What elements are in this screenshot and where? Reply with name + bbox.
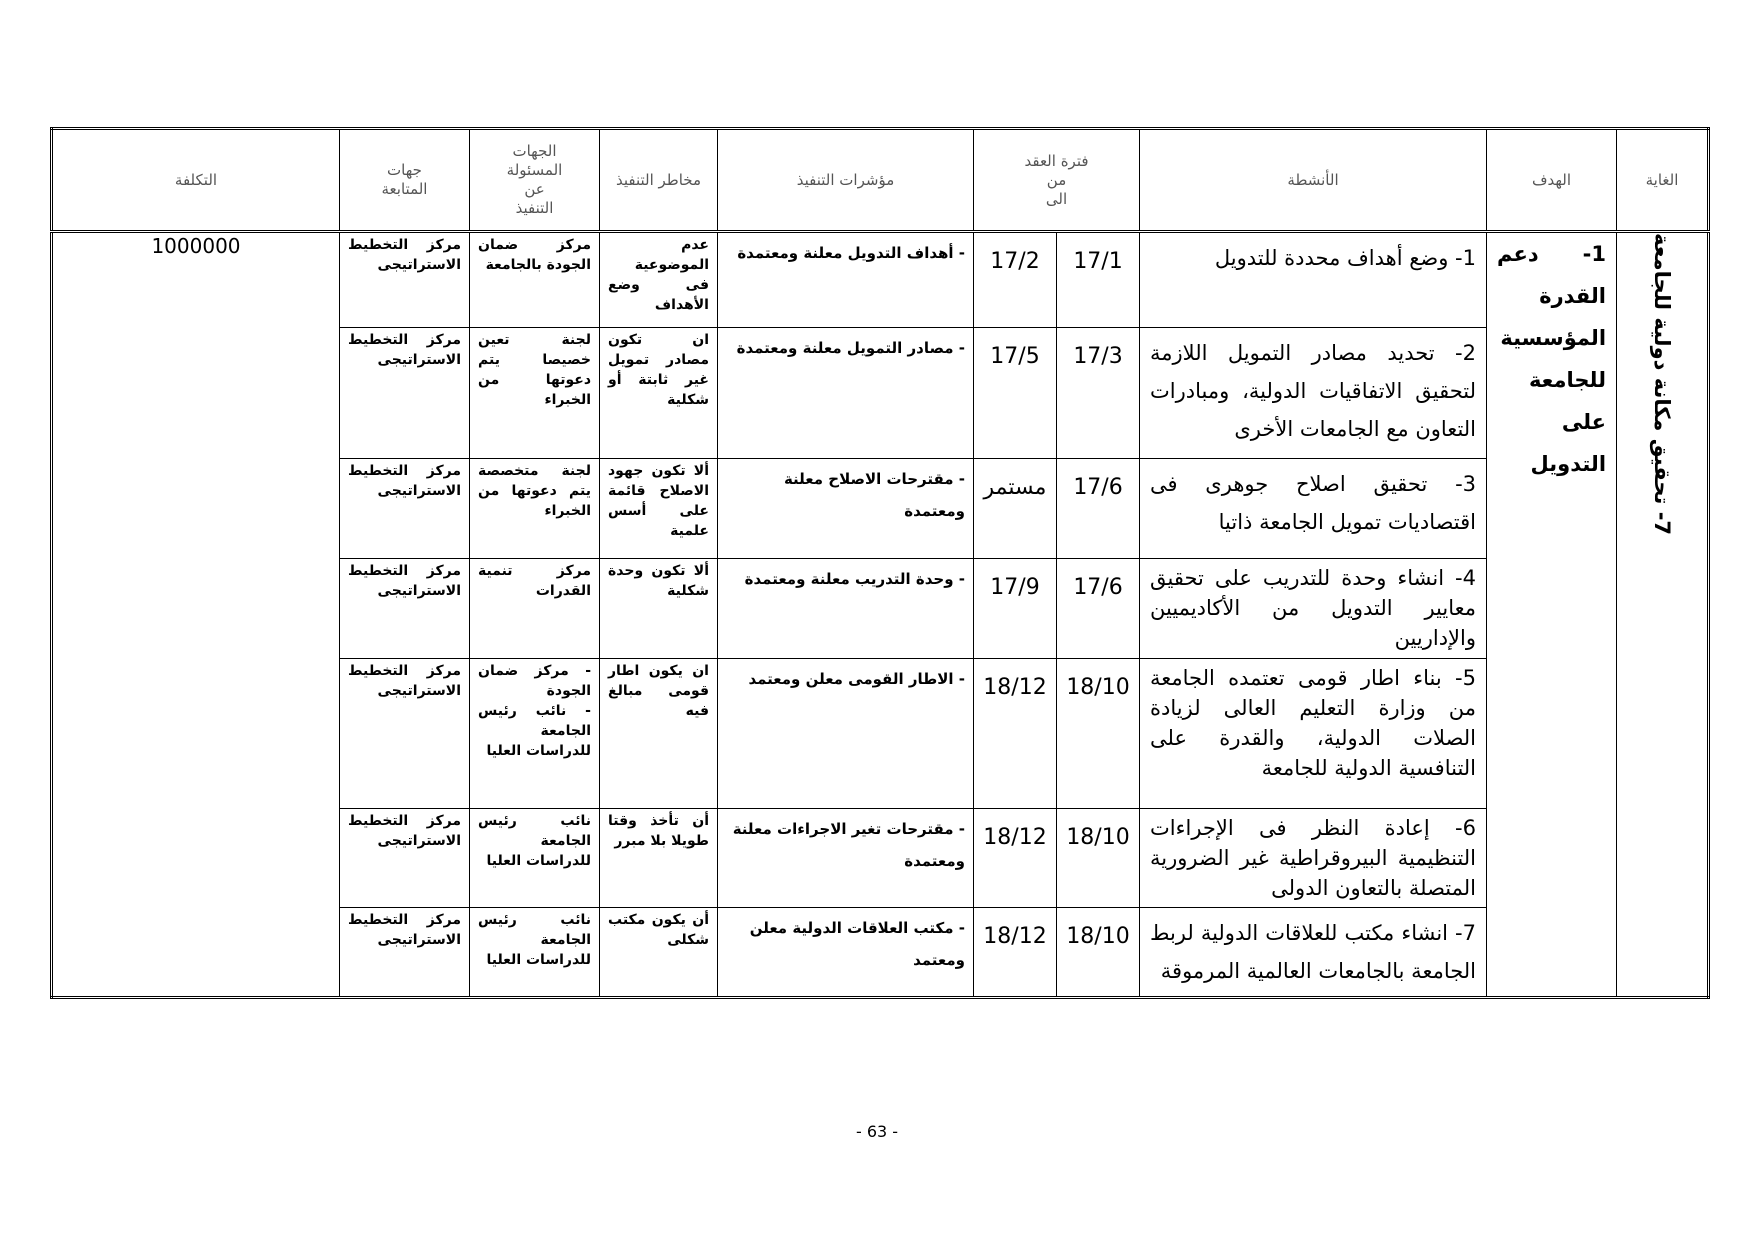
plan-table <box>50 127 1710 999</box>
activity-cell: 7- انشاء مكتب للعلاقات الدولية لربط الجامعة بالجامعات العالمية المرموقة <box>1140 908 1487 998</box>
period-to-cell: 17/9 <box>974 559 1057 659</box>
responsible-cell: نائب رئيس الجامعة للدراسات العليا <box>470 809 600 908</box>
responsible-cell <box>470 659 600 809</box>
period-from-cell: 17/6 <box>1057 459 1140 559</box>
risk-cell: ان تكون مصادر تمويل غير ثابتة أو شكلية <box>600 328 718 459</box>
responsible-line: - مركز ضمان الجودة <box>478 663 591 699</box>
period-to-cell: مستمر <box>974 459 1057 559</box>
followup-cell: مركز التخطيط الاستراتيجى <box>340 908 470 998</box>
period-from-cell: 17/1 <box>1057 232 1140 328</box>
indicator-cell: - مكتب العلاقات الدولية معلن ومعتمد <box>718 908 974 998</box>
period-from-cell: 18/10 <box>1057 659 1140 809</box>
header-risks: مخاطر التنفيذ <box>600 129 718 232</box>
activity-cell: 6- إعادة النظر فى الإجراءات التنظيمية البيروقراطية غير الضرورية المتصلة بالتعاون الدولى <box>1140 809 1487 908</box>
responsible-line: - نائب رئيس الجامعة للدراسات العليا <box>478 703 591 759</box>
header-indicators: مؤشرات التنفيذ <box>718 129 974 232</box>
period-from-cell: 18/10 <box>1057 809 1140 908</box>
activity-cell: 5- بناء اطار قومى تعتمده الجامعة من وزارة التعليم العالى لزيادة الصلات الدولية، والقدرة على التنافسية الدولية للجامعة <box>1140 659 1487 809</box>
header-responsible: الجهات المسئولة عن التنفيذ <box>470 129 600 232</box>
period-from-cell: 17/3 <box>1057 328 1140 459</box>
followup-cell: مركز التخطيط الاستراتيجى <box>340 659 470 809</box>
responsible-cell: لجنة متخصصة يتم دعوتها من الخبراء <box>470 459 600 559</box>
followup-cell: مركز التخطيط الاستراتيجى <box>340 559 470 659</box>
followup-cell: مركز التخطيط الاستراتيجى <box>340 459 470 559</box>
page-number: - 63 - <box>855 1122 899 1141</box>
risk-cell: عدم الموضوعية فى وضع الأهداف <box>600 232 718 328</box>
header-row <box>52 129 1709 232</box>
objective-cell: 1- دعم القدرة المؤسسية للجامعة على التدويل <box>1487 232 1617 998</box>
period-to-cell: 18/12 <box>974 908 1057 998</box>
period-to-cell: 17/5 <box>974 328 1057 459</box>
risk-cell: ألا تكون وحدة شكلية <box>600 559 718 659</box>
activity-cell: 2- تحديد مصادر التمويل اللازمة لتحقيق الاتفاقيات الدولية، ومبادرات التعاون مع الجامعات الأخرى <box>1140 328 1487 459</box>
cost-cell: 1000000 <box>52 232 340 998</box>
followup-cell: مركز التخطيط الاستراتيجى <box>340 809 470 908</box>
header-cost: التكلفة <box>52 129 340 232</box>
header-period: فترة العقد من الى <box>974 129 1140 232</box>
period-to-cell: 18/12 <box>974 809 1057 908</box>
indicator-cell: - الاطار القومى معلن ومعتمد <box>718 659 974 809</box>
activity-cell: 3- تحقيق اصلاح جوهرى فى اقتصاديات تمويل الجامعة ذاتيا <box>1140 459 1487 559</box>
indicator-cell: - وحدة التدريب معلنة ومعتمدة <box>718 559 974 659</box>
risk-cell: أن يكون مكتب شكلى <box>600 908 718 998</box>
responsible-cell: مركز تنمية القدرات <box>470 559 600 659</box>
risk-cell: أن تأخذ وقتا طويلا بلا مبرر <box>600 809 718 908</box>
period-to-cell: 18/12 <box>974 659 1057 809</box>
risk-cell: ألا تكون جهود الاصلاح قائمة على أسس علمية <box>600 459 718 559</box>
responsible-cell: نائب رئيس الجامعة للدراسات العليا <box>470 908 600 998</box>
indicator-cell: - مقترحات تغير الاجراءات معلنة ومعتمدة <box>718 809 974 908</box>
table-row <box>52 232 1709 328</box>
indicator-cell: - مقترحات الاصلاح معلنة ومعتمدة <box>718 459 974 559</box>
plan-table-container <box>50 127 1707 999</box>
period-from-cell: 18/10 <box>1057 908 1140 998</box>
responsible-cell: مركز ضمان الجودة بالجامعة <box>470 232 600 328</box>
risk-cell: ان يكون اطار قومى مبالغ فيه <box>600 659 718 809</box>
followup-cell: مركز التخطيط الاستراتيجى <box>340 232 470 328</box>
followup-cell: مركز التخطيط الاستراتيجى <box>340 328 470 459</box>
goal-cell: 7- تحقيق مكانة دولية للجامعة <box>1617 232 1709 998</box>
period-to-cell: 17/2 <box>974 232 1057 328</box>
period-from-cell: 17/6 <box>1057 559 1140 659</box>
header-objective: الهدف <box>1487 129 1617 232</box>
indicator-cell: - مصادر التمويل معلنة ومعتمدة <box>718 328 974 459</box>
header-followup: جهات المتابعة <box>340 129 470 232</box>
indicator-cell: - أهداف التدويل معلنة ومعتمدة <box>718 232 974 328</box>
header-activities: الأنشطة <box>1140 129 1487 232</box>
responsible-cell: لجنة تعين خصيصا يتم دعوتها من الخبراء <box>470 328 600 459</box>
activity-cell: 1- وضع أهداف محددة للتدويل <box>1140 232 1487 328</box>
header-goal: الغاية <box>1617 129 1709 232</box>
activity-cell: 4- انشاء وحدة للتدريب على تحقيق معايير التدويل من الأكاديميين والإداريين <box>1140 559 1487 659</box>
